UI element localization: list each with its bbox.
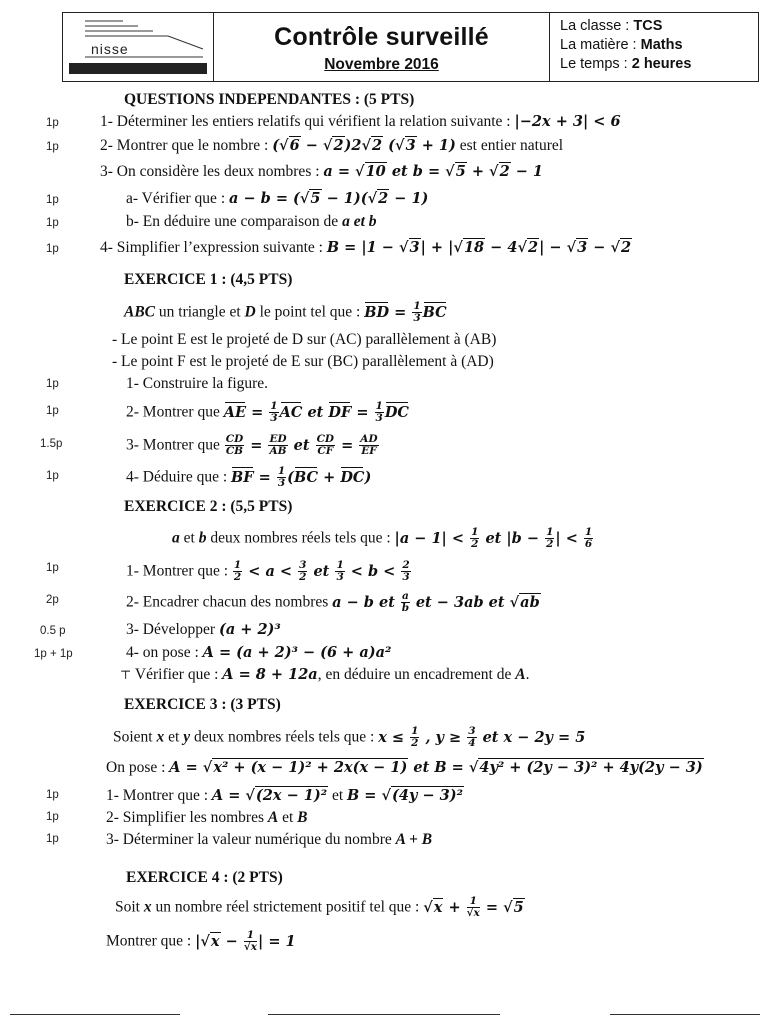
- question-3: 3- On considère les deux nombres : a = √10 et b = √5 + √2 − 1: [100, 163, 544, 180]
- ex3-question-2: 2- Simplifier les nombres A et B: [106, 809, 308, 826]
- points-ex2-4: 1p + 1p: [34, 648, 73, 660]
- ex1-point-f: - Le point F est le projeté de E sur (BC) parallèlement à (AD): [112, 353, 494, 370]
- footer-rule-right: [610, 1014, 760, 1015]
- points-q3a: 1p: [46, 194, 59, 206]
- ex2-question-2: 2- Encadrer chacun des nombres a − b et $\frac{a}{b}$ et − 3ab et √ab: [126, 590, 540, 614]
- ex4-question: Montrer que : |√x − $\frac{1}{√x}$ | = 1: [106, 929, 296, 953]
- ex1-question-2: 2- Montrer que AE = $\frac{1}{3}$ AC et DF = $\frac{1}{3}$ DC: [126, 400, 409, 424]
- question-2: 2- Montrer que le nombre : (√6 − √2)2√2 (√3 + 1) est entier naturel: [100, 137, 564, 154]
- points-ex1-1: 1p: [46, 378, 59, 390]
- exam-date: Novembre 2016: [324, 56, 439, 73]
- question-3b: b- En déduire une comparaison de a et b: [126, 213, 377, 230]
- footer-rule-left: [10, 1014, 180, 1015]
- exam-title: Contrôle surveillé: [274, 23, 489, 51]
- section-title-questions: QUESTIONS INDEPENDANTES : (5 PTS): [124, 91, 415, 108]
- points-ex2-1: 1p: [46, 562, 59, 574]
- ex1-intro: ABC un triangle et D le point tel que : BD = $\frac{1}{3}$ BC: [124, 300, 447, 324]
- section-title-ex2: EXERCICE 2 : (5,5 PTS): [124, 498, 293, 515]
- ex3-question-3: 3- Déterminer la valeur numérique du nombre A + B: [106, 831, 433, 848]
- ex3-intro: Soient x et y deux nombres réels tels que : x ≤ $\frac{1}{2}$ , y ≥ $\frac{3}{4}$ et x − 2y = 5: [113, 725, 586, 749]
- points-ex3-3: 1p: [46, 833, 59, 845]
- ex1-point-e: - Le point E est le projeté de D sur (AC) parallèlement à (AB): [112, 331, 497, 348]
- logo-bar: [69, 63, 207, 74]
- school-logo: [63, 13, 214, 81]
- ex1-question-3: 3- Montrer que $\frac{CD}{CB}$ = $\frac{ED}{AB}$ et $\frac{CD}{CF}$ = $\frac{AD}{EF}$: [126, 433, 378, 457]
- section-title-ex4: EXERCICE 4 : (2 PTS): [126, 869, 283, 886]
- ex2-question-4b: ⊤ Vérifier que : A = 8 + 12a, en déduire un encadrement de A.: [120, 666, 530, 683]
- question-4: 4- Simplifier l’expression suivante : B = |1 − √3| + |√18 − 4√2| − √3 − √2: [100, 239, 632, 256]
- info-temps: Le temps : 2 heures: [560, 56, 692, 72]
- ex2-intro: a et b deux nombres réels tels que : |a − 1| < $\frac{1}{2}$ et |b − $\frac{1}{2}$ | < $\frac{1}{6}$: [172, 526, 593, 550]
- points-ex1-3: 1.5p: [40, 438, 63, 450]
- points-q3b: 1p: [46, 217, 59, 229]
- section-title-ex3: EXERCICE 3 : (3 PTS): [124, 696, 281, 713]
- points-ex1-2: 1p: [46, 405, 59, 417]
- info-matiere: La matière : Maths: [560, 37, 683, 53]
- points-ex3-1: 1p: [46, 789, 59, 801]
- ex3-definitions: On pose : A = √x² + (x − 1)² + 2x(x − 1) et B = √4y² + (2y − 3)² + 4y(2y − 3): [106, 759, 703, 776]
- ex2-question-1: 1- Montrer que : $\frac{1}{2}$ < a < $\frac{3}{2}$ et $\frac{1}{3}$ < b < $\frac{2}{3}$: [126, 559, 410, 583]
- points-ex2-3: 0.5 p: [40, 625, 66, 637]
- points-q1: 1p: [46, 117, 59, 129]
- footer-rule-center: [268, 1014, 500, 1015]
- ex4-intro: Soit x un nombre réel strictement positif tel que : √x + $\frac{1}{√x}$ = √5: [115, 895, 524, 919]
- title-block: [214, 13, 550, 81]
- points-q2: 1p: [46, 141, 59, 153]
- points-ex1-4: 1p: [46, 470, 59, 482]
- ex1-question-1: 1- Construire la figure.: [126, 375, 269, 392]
- info-classe: La classe : TCS: [560, 18, 663, 34]
- points-q4: 1p: [46, 243, 59, 255]
- points-ex2-2: 2p: [46, 594, 59, 606]
- points-ex3-2: 1p: [46, 811, 59, 823]
- question-1: 1- Déterminer les entiers relatifs qui vérifient la relation suivante : |−2x + 3| < 6: [100, 113, 621, 130]
- ex2-question-4: 4- on pose : A = (a + 2)³ − (6 + a)a²: [126, 644, 392, 661]
- exam-info: [550, 13, 758, 81]
- logo-text: nisse: [91, 41, 129, 57]
- ex1-question-4: 4- Déduire que : BF = $\frac{1}{3}$ (BC + DC): [126, 465, 372, 489]
- exam-header: [62, 12, 759, 82]
- ex2-question-3: 3- Développer (a + 2)³: [126, 621, 281, 638]
- ex3-question-1: 1- Montrer que : A = √(2x − 1)² et B = √(4y − 3)²: [106, 787, 463, 804]
- section-title-ex1: EXERCICE 1 : (4,5 PTS): [124, 271, 293, 288]
- question-3a: a- Vérifier que : a − b = (√5 − 1)(√2 − 1): [126, 190, 429, 207]
